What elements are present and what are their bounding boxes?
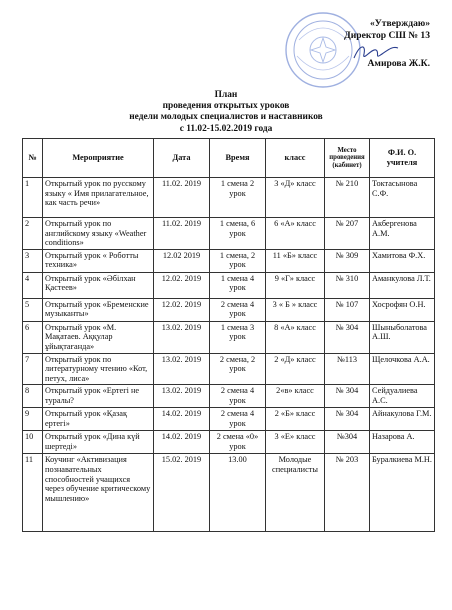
row-time: 2 смена, 2 урок xyxy=(210,353,266,385)
row-date: 14.02. 2019 xyxy=(154,408,210,431)
row-class: 2 «Д» класс xyxy=(266,353,325,385)
table-row xyxy=(23,178,435,218)
table-row xyxy=(23,298,435,321)
row-date: 13.02. 2019 xyxy=(154,321,210,353)
row-number: 8 xyxy=(23,385,43,408)
row-number: 1 xyxy=(23,178,43,218)
table-row xyxy=(23,408,435,431)
row-room: №113 xyxy=(325,353,370,385)
heading-line-4: с 11.02-15.02.2019 года xyxy=(179,123,273,134)
row-number: 5 xyxy=(23,298,43,321)
row-teacher: Шыныболатова А.Ш. xyxy=(370,321,435,353)
row-time: 2 смена 4 урок xyxy=(210,385,266,408)
row-room: № 304 xyxy=(325,321,370,353)
row-class: 6 «А» класс xyxy=(266,218,325,250)
row-date: 12.02. 2019 xyxy=(154,272,210,298)
heading-line-3: недели молодых специалистов и наставников xyxy=(129,112,323,123)
row-class: 8 «А» класс xyxy=(266,321,325,353)
row-event: Открытый урок «Қазақ ертегі» xyxy=(43,408,154,431)
header-time: Время xyxy=(210,139,266,178)
row-class: Молодые специалисты xyxy=(266,454,325,532)
row-teacher: Щелочкова А.А. xyxy=(370,353,435,385)
row-date: 11.02. 2019 xyxy=(154,178,210,218)
row-event: Коучинг «Активизация познавательных способностей учащихся через обучение критическому мышлению» xyxy=(43,454,154,532)
row-teacher: Айнакулова Г.М. xyxy=(370,408,435,431)
approval-title: «Утверждаю» xyxy=(369,18,430,29)
document-heading xyxy=(0,90,452,135)
row-time: 1 смена 2 урок xyxy=(210,178,266,218)
row-time: 2 смена 4 урок xyxy=(210,298,266,321)
row-event: Открытый урок « Роботты техника» xyxy=(43,249,154,272)
row-room: № 203 xyxy=(325,454,370,532)
row-teacher: Хамитова Ф.Х. xyxy=(370,249,435,272)
row-teacher: Токтасынова С.Ф. xyxy=(370,178,435,218)
row-date: 12.02. 2019 xyxy=(154,298,210,321)
row-room: № 309 xyxy=(325,249,370,272)
row-teacher: Буралкиева М.Н. xyxy=(370,454,435,532)
row-number: 3 xyxy=(23,249,43,272)
header-event: Мероприятие xyxy=(43,139,154,178)
row-room: № 207 xyxy=(325,218,370,250)
row-class: 9 «Г» класс xyxy=(266,272,325,298)
row-class: 11 «Б» класс xyxy=(266,249,325,272)
row-room: № 210 xyxy=(325,178,370,218)
row-number: 9 xyxy=(23,408,43,431)
approval-block xyxy=(344,18,430,70)
row-event: Открытый урок «Бременские музыканты» xyxy=(43,298,154,321)
table-row xyxy=(23,321,435,353)
header-room: Место проведения (кабинет) xyxy=(325,139,370,178)
header-number: № xyxy=(23,139,43,178)
row-room: № 304 xyxy=(325,385,370,408)
row-time: 13.00 xyxy=(210,454,266,532)
row-room: № 304 xyxy=(325,408,370,431)
row-class: 3 « Б » класс xyxy=(266,298,325,321)
row-room: № 107 xyxy=(325,298,370,321)
row-time: 2 смена «0» урок xyxy=(210,431,266,454)
row-class: 3 «Е» класс xyxy=(266,431,325,454)
row-event: Открытый урок «М. Мақатаев. Аққулар ұйықтағанда» xyxy=(43,321,154,353)
table-row xyxy=(23,454,435,532)
lessons-table xyxy=(22,138,435,532)
approval-signer: Амирова Ж.К. xyxy=(367,58,430,69)
row-number: 6 xyxy=(23,321,43,353)
row-time: 2 смена 4 урок xyxy=(210,408,266,431)
heading-line-1: План xyxy=(214,90,238,100)
row-class: 2«в» класс xyxy=(266,385,325,408)
row-room: № 310 xyxy=(325,272,370,298)
row-event: Открытый урок по русскому языку « Имя прилагательное, как часть речи» xyxy=(43,178,154,218)
table-row xyxy=(23,249,435,272)
row-teacher: Акбергенова А.М. xyxy=(370,218,435,250)
row-number: 2 xyxy=(23,218,43,250)
header-date: Дата xyxy=(154,139,210,178)
row-time: 1 смена 3 урок xyxy=(210,321,266,353)
row-time: 1 смена, 6 урок xyxy=(210,218,266,250)
row-event: Открытый урок «Ертегі не туралы? xyxy=(43,385,154,408)
row-teacher: Назарова А. xyxy=(370,431,435,454)
row-date: 13.02. 2019 xyxy=(154,385,210,408)
row-time: 1 смена 4 урок xyxy=(210,272,266,298)
row-event: Открытый урок «Әбілхан Қастеев» xyxy=(43,272,154,298)
row-date: 15.02. 2019 xyxy=(154,454,210,532)
row-event: Открытый урок по литературному чтению «Кот, петух, лиса» xyxy=(43,353,154,385)
row-class: 2 «Б» класс xyxy=(266,408,325,431)
row-event: Открытый урок по английскому языку «Weather conditions» xyxy=(43,218,154,250)
table-row xyxy=(23,353,435,385)
table-header-row xyxy=(23,139,435,178)
table-row xyxy=(23,431,435,454)
row-teacher: Аманкулова Л.Т. xyxy=(370,272,435,298)
row-number: 7 xyxy=(23,353,43,385)
row-room: №304 xyxy=(325,431,370,454)
row-number: 11 xyxy=(23,454,43,532)
approval-director: Директор СШ № 13 xyxy=(344,30,430,41)
row-number: 10 xyxy=(23,431,43,454)
heading-line-2: проведения открытых уроков xyxy=(162,101,290,112)
row-number: 4 xyxy=(23,272,43,298)
table-row xyxy=(23,272,435,298)
table-row xyxy=(23,385,435,408)
row-time: 1 смена, 2 урок xyxy=(210,249,266,272)
row-teacher: Хосрофян О.Н. xyxy=(370,298,435,321)
row-date: 13.02. 2019 xyxy=(154,353,210,385)
header-class: класс xyxy=(266,139,325,178)
row-event: Открытый урок «Дина күй шертеді» xyxy=(43,431,154,454)
table-row xyxy=(23,218,435,250)
header-teacher: Ф.И. О. учителя xyxy=(370,139,435,178)
row-class: 3 «Д» класс xyxy=(266,178,325,218)
row-date: 12.02 2019 xyxy=(154,249,210,272)
row-teacher: Сейдуалиева А.С. xyxy=(370,385,435,408)
row-date: 14.02. 2019 xyxy=(154,431,210,454)
row-date: 11.02. 2019 xyxy=(154,218,210,250)
